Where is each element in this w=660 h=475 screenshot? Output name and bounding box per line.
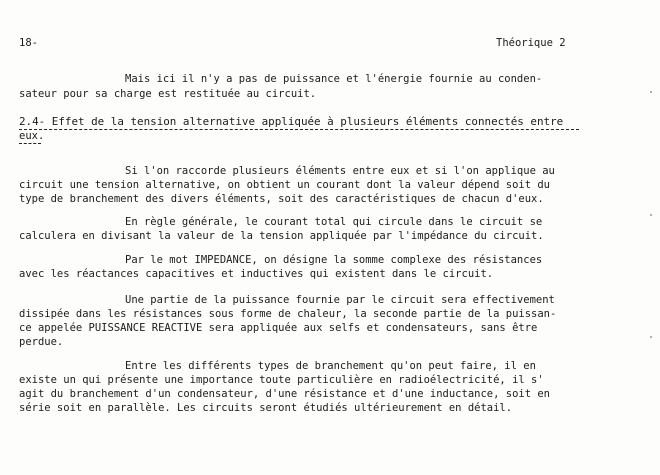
scan-speck [650,336,652,338]
paragraph-line: calculera en divisant la valeur de la tension appliquée par l'impédance du circuit. [19,230,544,242]
paragraph-line: circuit une tension alternative, on obtient un courant dont la valeur dépend soit du [19,179,551,191]
section-heading-cont: eux. [19,130,45,142]
paragraph-line: Mais ici il n'y a pas de puissance et l'énergie fournie au conden- [125,73,543,85]
scan-speck [650,214,652,216]
paragraph-line: agit du branchement d'un condensateur, d'une résistance et d'une inductance, soit en [19,388,551,400]
paragraph-line: ce appelée PUISSANCE REACTIVE sera appliquée aux selfs et condensateurs, sans être [19,322,538,334]
paragraph-line: type de branchement des divers éléments, soit des caractéristiques de chacun d'eux. [19,193,544,205]
heading-underline [19,143,41,144]
paragraph-line: sateur pour sa charge est restituée au circuit. [19,88,317,100]
paragraph-line: Par le mot IMPEDANCE, on désigne la somme complexe des résistances [125,254,543,266]
paragraph-line: dissipée dans les résistances sous forme de chaleur, la seconde partie de la puissan- [19,308,557,320]
running-title: Théorique 2 [496,37,566,49]
paragraph-line: En règle générale, le courant total qui circule dans le circuit se [125,216,543,228]
section-heading: 2.4- Effet de la tension alternative appliquée à plusieurs éléments connectés entre [19,115,564,128]
scan-speck [650,91,652,93]
paragraph-line: perdue. [19,336,64,348]
paragraph-line: avec les réactances capacitives et inductives qui existent dans le circuit. [19,268,494,280]
paragraph-line: Entre les différents types de branchement qu'on peut faire, il en [125,360,536,372]
paragraph-line: existe un qui présente une importance toute particulière en radioélectricité, il s' [19,374,544,386]
paragraph-line: Si l'on raccorde plusieurs éléments entre eux et si l'on applique au [125,165,555,177]
heading-underline [19,129,579,130]
paragraph-line: Une partie de la puissance fournie par le circuit sera effectivement [125,294,555,306]
page-number: 18- [19,37,38,49]
paragraph-line: série soit en parallèle. Les circuits seront étudiés ultérieurement en détail. [19,402,513,414]
